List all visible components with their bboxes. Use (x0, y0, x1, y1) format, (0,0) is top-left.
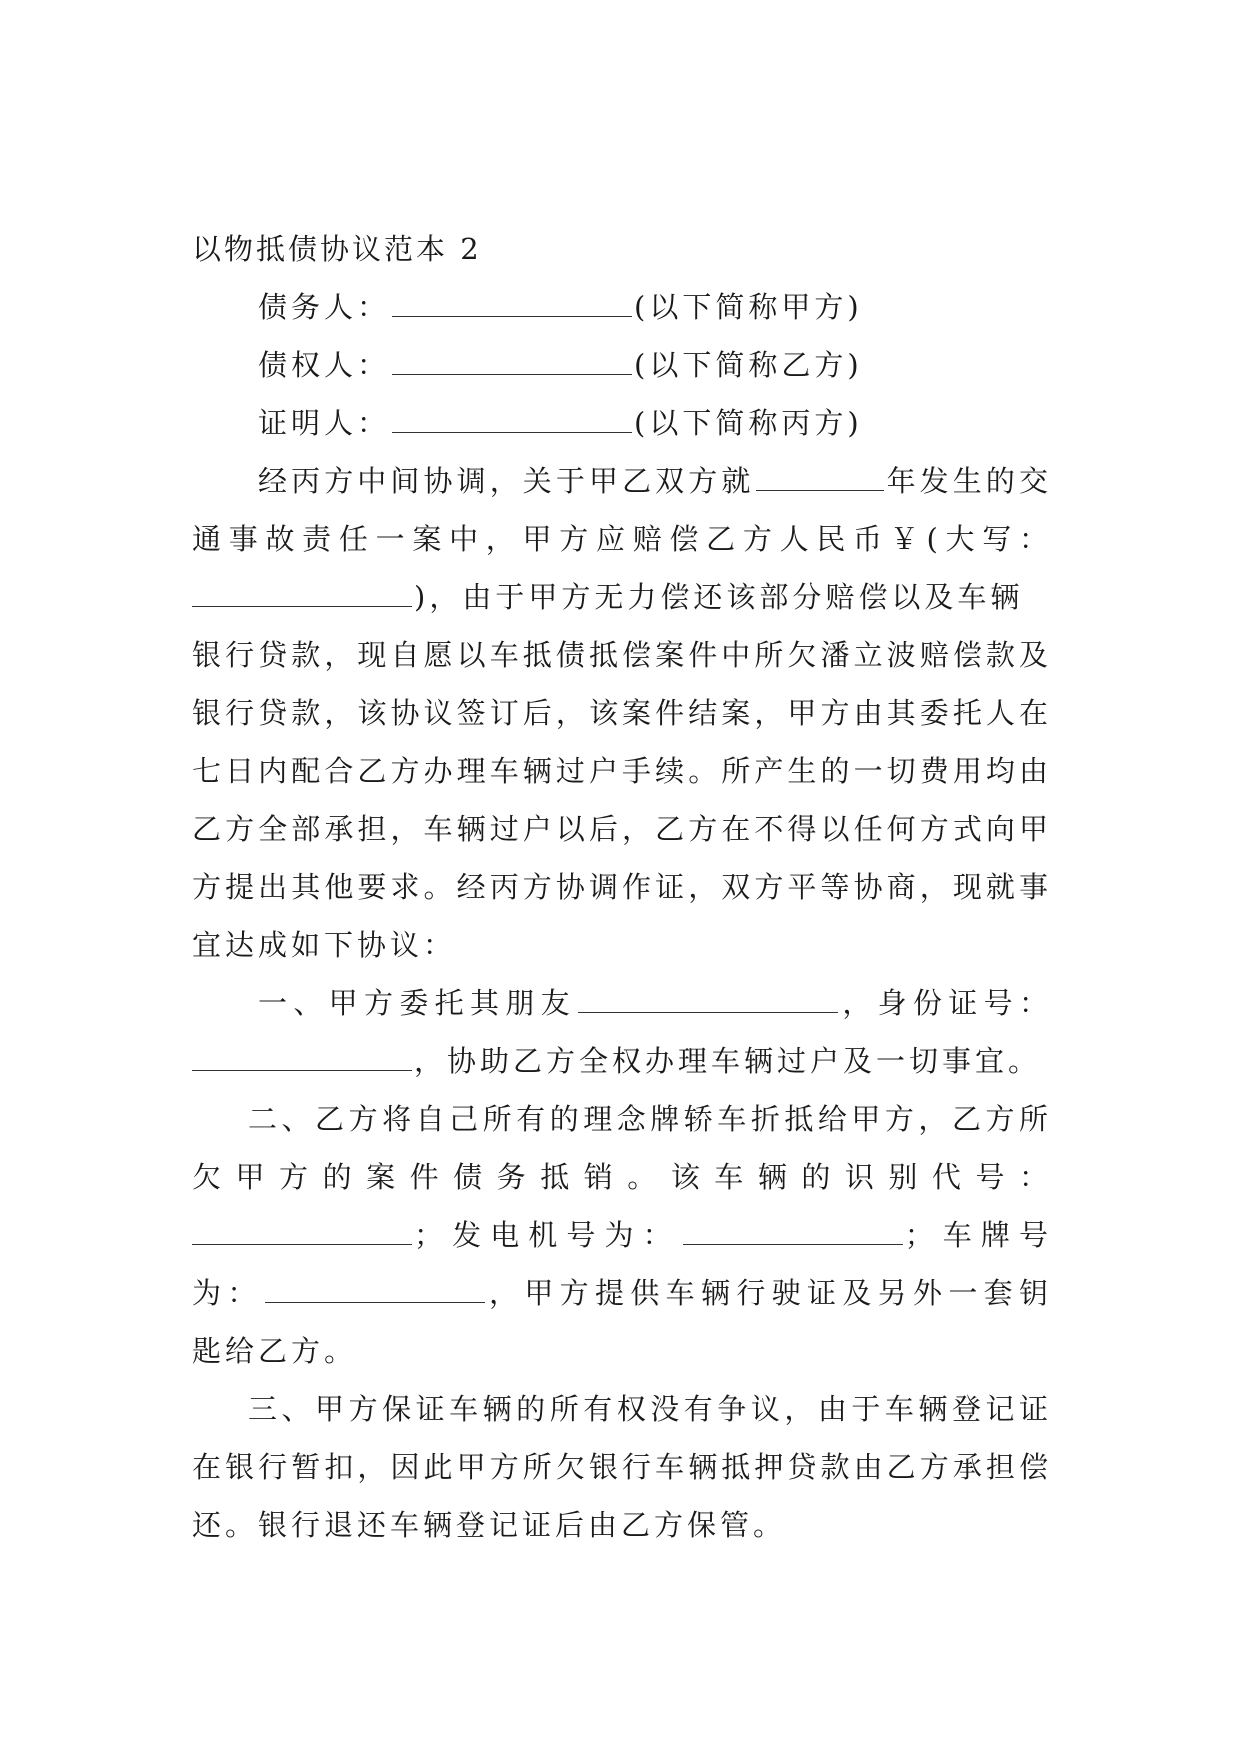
clause-text: ，身份证号： (839, 986, 1052, 1020)
intro-text: 年发生的交 (886, 464, 1052, 498)
party-suffix: (以下简称乙方) (634, 348, 863, 382)
blank-field (756, 466, 884, 491)
blank-field (683, 1220, 903, 1245)
party-witness (192, 394, 1052, 452)
clause-2-line (192, 1206, 1052, 1264)
party-creditor (192, 336, 1052, 394)
clause-text: ；发电机号为： (414, 1218, 681, 1252)
party-debtor (192, 278, 1052, 336)
clause-text: 一、甲方委托其朋友 (258, 986, 576, 1020)
blank-field (578, 988, 838, 1013)
intro-line: 通事故责任一案中，甲方应赔偿乙方人民币￥(大写： (192, 522, 1052, 556)
clause-3-line: 还。银行退还车辆登记证后由乙方保管。 (192, 1508, 787, 1542)
blank-field (265, 1278, 485, 1303)
clause-3-line: 三、甲方保证车辆的所有权没有争议，由于车辆登记证 (248, 1392, 1052, 1426)
party-label: 债务人： (258, 290, 391, 324)
intro-line: 乙方全部承担，车辆过户以后，乙方在不得以任何方式向甲 (192, 812, 1052, 846)
clause-3-line: 在银行暂扣，因此甲方所欠银行车辆抵押贷款由乙方承担偿 (192, 1450, 1052, 1484)
document-title: 以物抵债协议范本 2 (192, 232, 482, 266)
blank-field (392, 350, 632, 375)
intro-line (192, 568, 1052, 626)
blank-field (392, 408, 632, 433)
clause-text: ，协助乙方全权办理车辆过户及一切事宜。 (414, 1044, 1042, 1078)
clause-1-line (192, 974, 1052, 1032)
party-label: 证明人： (258, 406, 391, 440)
clause-2-line (192, 1264, 1052, 1322)
clause-text: ；车牌号 (904, 1218, 1052, 1252)
intro-line: 宜达成如下协议： (192, 928, 457, 962)
party-label: 债权人： (258, 348, 391, 382)
clause-1-line (192, 1032, 1052, 1090)
party-suffix: (以下简称丙方) (634, 406, 863, 440)
blank-field (192, 1046, 412, 1071)
party-suffix: (以下简称甲方) (634, 290, 863, 324)
blank-field (192, 1220, 412, 1245)
intro-line: 银行贷款，现自愿以车抵债抵偿案件中所欠潘立波赔偿款及 (192, 638, 1052, 672)
clause-2-line: 匙给乙方。 (192, 1334, 358, 1368)
intro-text: 经丙方中间协调，关于甲乙双方就 (258, 464, 755, 498)
intro-line: 银行贷款，该协议签订后，该案件结案，甲方由其委托人在 (192, 696, 1052, 730)
intro-line: 方提出其他要求。经丙方协调作证，双方平等协商，现就事 (192, 870, 1052, 904)
clause-text: ，甲方提供车辆行驶证及另外一套钥 (486, 1276, 1052, 1310)
clause-2-line: 二、乙方将自己所有的理念牌轿车折抵给甲方，乙方所 (248, 1102, 1052, 1136)
intro-text: )，由于甲方无力偿还该部分赔偿以及车辆 (414, 580, 1024, 614)
intro-line (192, 452, 1052, 510)
clause-2-line: 欠甲方的案件债务抵销。该车辆的识别代号： (192, 1160, 1052, 1194)
blank-field (392, 292, 632, 317)
blank-field (192, 582, 412, 607)
clause-text: 为： (192, 1276, 263, 1310)
intro-line: 七日内配合乙方办理车辆过户手续。所产生的一切费用均由 (192, 754, 1052, 788)
document-page (192, 220, 1052, 1554)
